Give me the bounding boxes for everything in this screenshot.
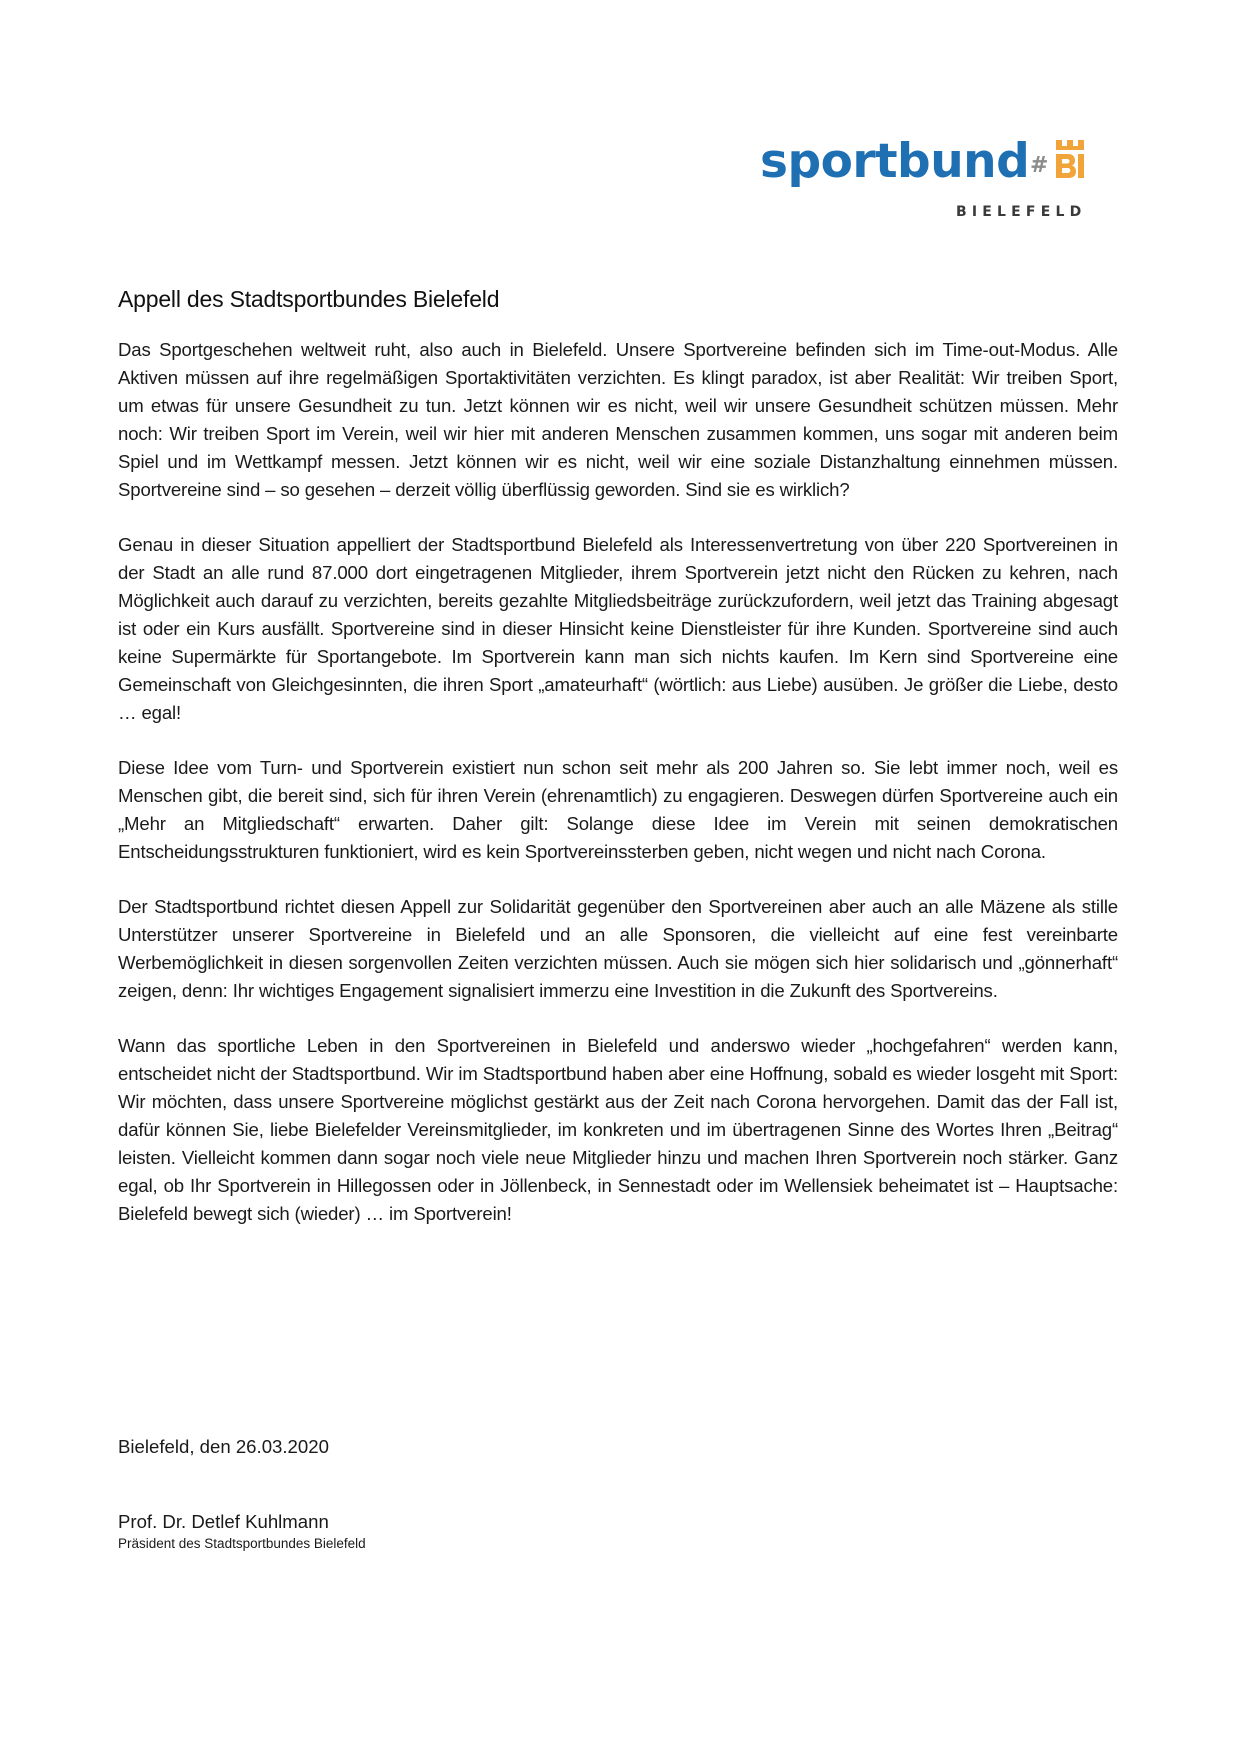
bi-tower-icon — [1053, 140, 1087, 182]
letter-title: Appell des Stadtsportbundes Bielefeld — [118, 286, 500, 312]
paragraph-2: Genau in dieser Situation appelliert der Stadtsportbund Bielefeld als Interessenvertretung von über 220 Sportvereinen in der Stadt an alle rund 87.000 dort eingetragenen Mitglieder, ihrem Sportverein jetzt nicht den Rücken zu kehren, nach Möglichkeit auch darauf zu verzichten, bereits gezahlte Mitgliedsbeiträge zurückzufordern, weil jetzt das Training abgesagt ist oder ein Kurs ausfällt. Sportvereine sind in dieser Hinsicht keine Dienstleister für ihre Kunden. Sportvereine sind auch keine Supermärkte für Sportangebote. Im Sportverein kann man sich nichts kaufen. Im Kern sind Sportvereine eine Gemeinschaft von Gleichgesinnten, die ihren Sport „amateurhaft“ (wörtlich: aus Liebe) ausüben. Je größer die Liebe, desto … egal! — [118, 534, 1118, 723]
paragraph-1: Das Sportgeschehen weltweit ruht, also auch in Bielefeld. Unsere Sportvereine befinden sich im Time-out-Modus. Alle Aktiven müssen auf ihre regelmäßigen Sportaktivitäten verzichten. Es klingt paradox, ist aber Realität: Wir treiben Sport, um etwas für unsere Gesundheit zu tun. Jetzt können wir es nicht, weil wir unsere Gesundheit schützen müssen. Mehr noch: Wir treiben Sport im Verein, weil wir hier mit anderen Menschen zusammen kommen, uns sogar mit anderen beim Spiel und im Wettkampf messen. Jetzt können wir es nicht, weil wir eine soziale Distanzhaltung einnehmen müssen. Sportvereine sind – so gesehen – derzeit völlig überflüssig geworden. Sind sie es wirklich? — [118, 339, 1118, 500]
logo-hash: # — [1030, 153, 1049, 178]
logo-city: BIELEFELD — [956, 204, 1087, 220]
place-date: Bielefeld, den 26.03.2020 — [118, 1436, 329, 1457]
logo-wordmark: sportbund — [760, 134, 1030, 189]
signer-name: Prof. Dr. Detlef Kuhlmann — [118, 1511, 329, 1532]
paragraph-3: Diese Idee vom Turn- und Sportverein existiert nun schon seit mehr als 200 Jahren so. Sie lebt immer noch, weil es Menschen gibt, die bereit sind, sich für ihren Verein (ehrenamtlich) zu engagieren. Deswegen dürfen Sportvereine auch ein „Mehr an Mitgliedschaft“ erwarten. Daher gilt: Solange diese Idee im Verein mit seinen demokratischen Entscheidungsstrukturen funktioniert, wird es kein Sportvereinssterben geben, nicht wegen und nicht nach Corona. — [118, 757, 1118, 862]
paragraph-5: Wann das sportliche Leben in den Sportvereinen in Bielefeld und anderswo wieder „hochgefahren“ werden kann, entscheidet nicht der Stadtsportbund. Wir im Stadtsportbund haben aber eine Hoffnung, sobald es wieder losgeht mit Sport: Wir möchten, dass unsere Sportvereine möglichst gestärkt aus der Zeit nach Corona hervorgehen. Damit das der Fall ist, dafür können Sie, liebe Bielefelder Vereinsmitglieder, im konkreten und im übertragenen Sinne des Wortes Ihren „Beitrag“ leisten. Vielleicht kommen dann sogar noch viele neue Mitglieder hinzu und machen Ihren Sportverein noch stärker. Ganz egal, ob Ihr Sportverein in Hillegossen oder in Jöllenbeck, in Sennestadt oder im Wellensiek beheimatet ist – Hauptsache: Bielefeld bewegt sich (wieder) … im Sportverein! — [118, 1035, 1118, 1224]
letter-closing — [118, 1433, 918, 1553]
signer-role: Präsident des Stadtsportbundes Bielefeld — [118, 1536, 366, 1551]
sportbund-logo — [760, 136, 1100, 226]
letter-body — [118, 284, 1118, 1255]
paragraph-4: Der Stadtsportbund richtet diesen Appell zur Solidarität gegenüber den Sportvereinen aber auch an alle Mäzene als stille Unterstützer unserer Sportvereine in Bielefeld und an alle Sponsoren, die vielleicht auf eine fest vereinbarte Werbemöglichkeit in diesen sorgenvollen Zeiten verzichten müssen. Auch sie mögen sich hier solidarisch und „gönnerhaft“ zeigen, denn: Ihr wichtiges Engagement signalisiert immerzu eine Investition in die Zukunft des Sportvereins. — [118, 896, 1118, 1001]
